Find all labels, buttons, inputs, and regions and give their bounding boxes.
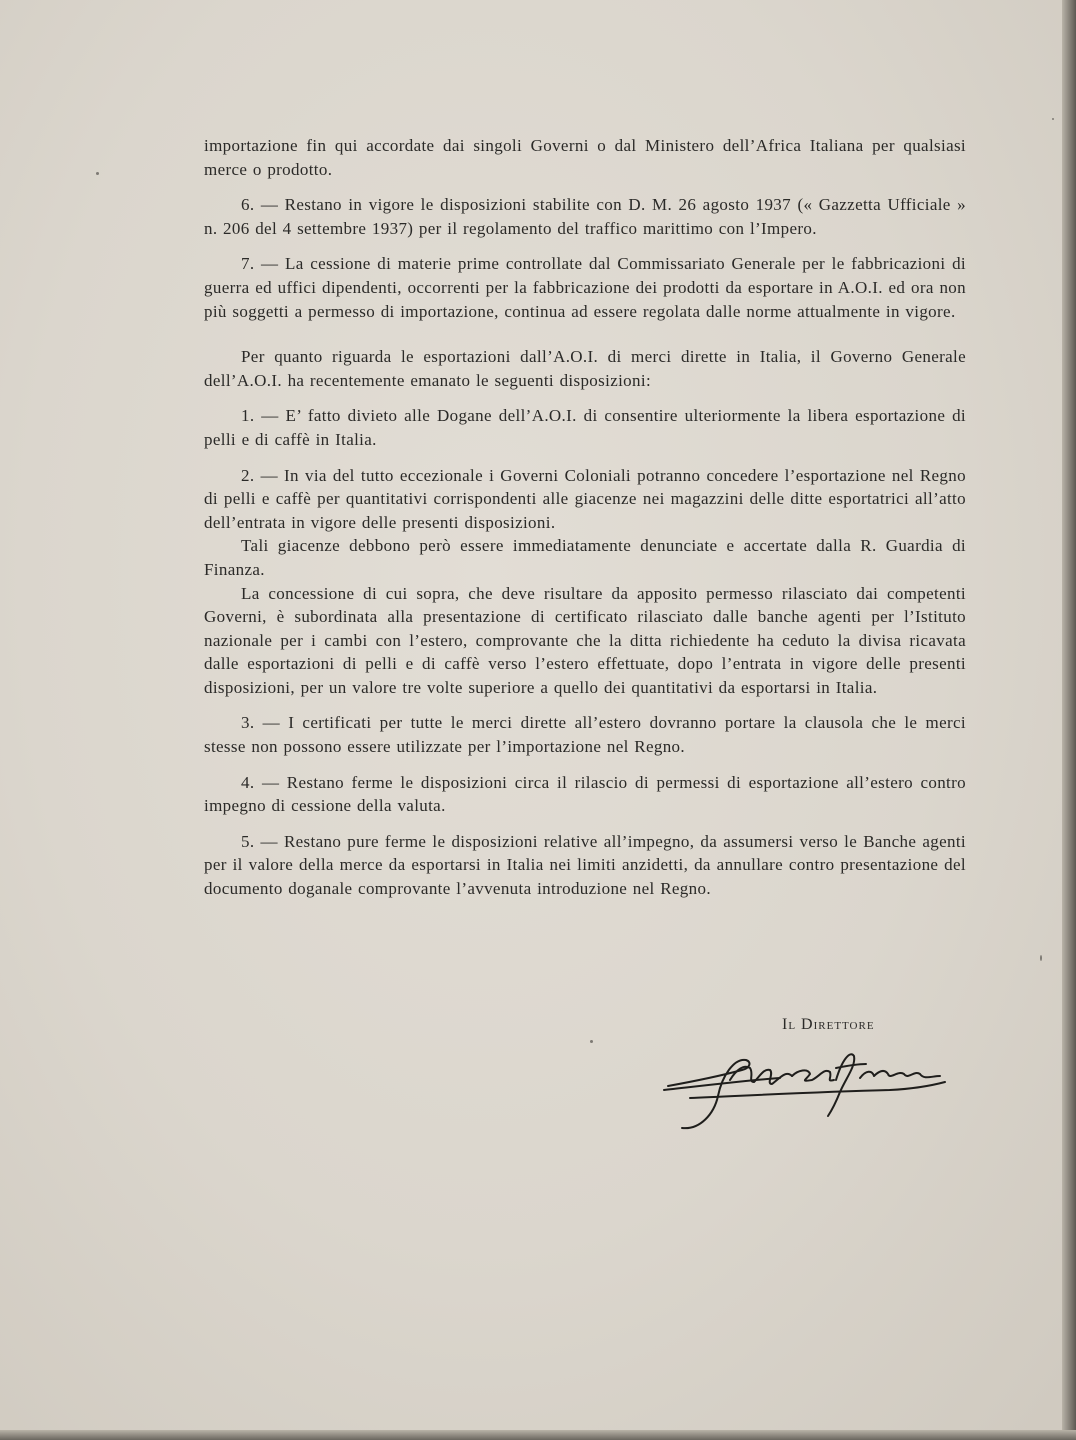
paragraph-continuation: importazione fin qui accordate dai singoli Governi o dal Ministero dell’Africa Italiana per qualsiasi merce o prodotto. (204, 136, 966, 179)
document-body (204, 134, 966, 901)
paper-speck (1052, 118, 1054, 120)
provision-5: 5. — Restano pure ferme le disposizioni relative all’impegno, da assumersi verso le Banche agenti per il valore della merce da esportarsi in Italia nei limiti anzidetti, da annullare contro presentazione del documento doganale comprovante l’avvenuta introduzione nel Regno. (204, 831, 966, 899)
paragraph-6: 6. — Restano in vigore le disposizioni stabilite con D. M. 26 agosto 1937 (« Gazzetta Ufficiale » n. 206 del 4 settembre 1937) per il regolamento del traffico marittimo con l’Impero. (204, 195, 966, 238)
paper-speck (590, 1040, 593, 1043)
paragraph-7: 7. — La cessione di materie prime controllate dal Commissariato Generale per le fabbricazioni di guerra ed uffici dipendenti, occorrenti per la fabbricazione dei prodotti da esportare in A.O.I. ed ora non più soggetti a permesso di importazione, continua ad essere regolata dalle norme attualmente in vigore. (204, 254, 966, 321)
provision-4: 4. — Restano ferme le disposizioni circa il rilascio di permessi di esportazione all’estero contro impegno di cessione della valuta. (204, 772, 966, 816)
paragraph-intro-export: Per quanto riguarda le esportazioni dall’A.O.I. di merci dirette in Italia, il Governo Generale dell’A.O.I. ha recentemente emanato le seguenti disposizioni: (204, 347, 966, 390)
handwritten-signature (660, 1046, 950, 1136)
page-edge-bottom (0, 1430, 1076, 1440)
provision-2-concessione: La concessione di cui sopra, che deve risultare da apposito permesso rilasciato dai competenti Governi, è subordinata alla presentazione di certificato rilasciato dalle banche agenti per l’Istituto nazionale per i cambi con l’estero, comprovante che la ditta richiedente ha ceduto la divisa ricavata dalle esportazioni di pelli e di caffè verso l’estero effettuate, dopo l’entrata in vigore delle presenti disposizioni, per un valore tre volte superiore a quello dei quantitativi da esportarsi in Italia. (204, 583, 966, 697)
provision-2: 2. — In via del tutto eccezionale i Governi Coloniali potranno concedere l’esportazione nel Regno di pelli e caffè per quantitativi corrispondenti alle giacenze nei magazzini delle ditte esportatrici all’atto dell’entrata in vigore delle presenti disposizioni. (204, 465, 966, 532)
provision-3: 3. — I certificati per tutte le merci dirette all’estero dovranno portare la clausola che le merci stesse non possono essere utilizzate per l’importazione nel Regno. (204, 713, 966, 757)
page-edge-right (1062, 0, 1076, 1440)
signature-title: Il Direttore (782, 1016, 875, 1033)
provision-1: 1. — E’ fatto divieto alle Dogane dell’A.O.I. di consentire ulteriormente la libera esportazione di pelli e di caffè in Italia. (204, 406, 966, 449)
provision-2-giacenze: Tali giacenze debbono però essere immediatamente denunciate e accertate dalla R. Guardia di Finanza. (204, 536, 966, 579)
paper-speck (96, 172, 99, 175)
paper-speck (1040, 955, 1042, 961)
